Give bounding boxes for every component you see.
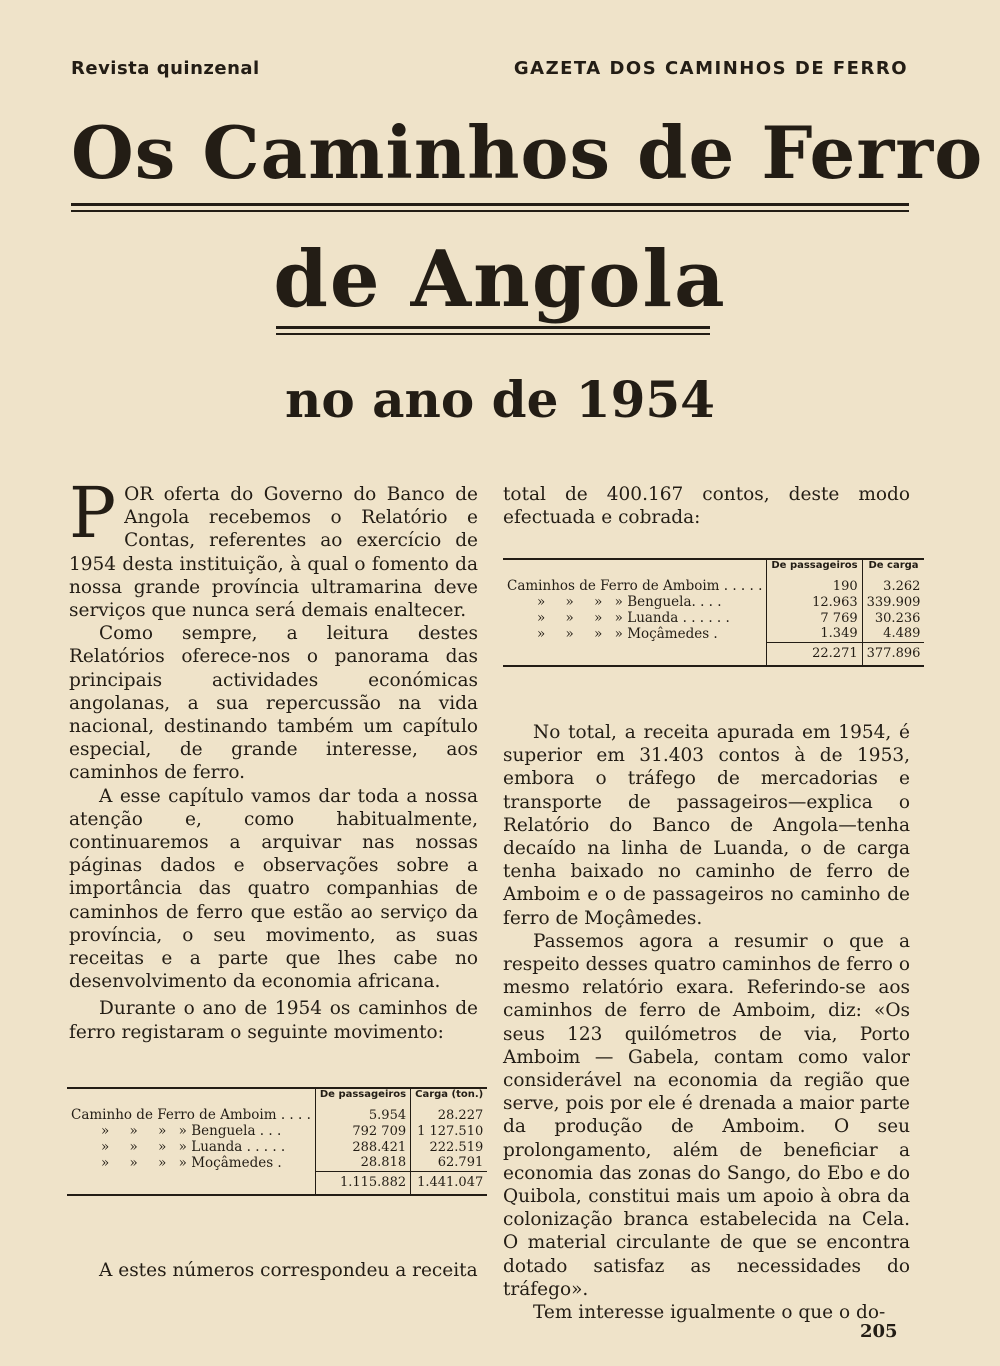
- table1-row-label: » Moçâmedes .: [178, 1155, 282, 1171]
- table2-cell: 7 769: [767, 610, 862, 626]
- table1-cell: 28.227: [411, 1107, 488, 1123]
- table2-row-label: » Moçâmedes .: [614, 626, 718, 642]
- right-paragraph-1: total de 400.167 contos, deste modo efectuada e cobrada:: [503, 484, 910, 529]
- drop-cap: P: [69, 472, 117, 554]
- table-total-row: [503, 642, 924, 666]
- table2-cell: 339.909: [862, 594, 924, 610]
- table-row: [503, 594, 924, 610]
- table2-total-cargo: 377.896: [862, 642, 924, 666]
- table1-row-label: Caminho de Ferro de Amboim . . . .: [71, 1107, 311, 1123]
- table1-cell: 28.818: [315, 1155, 410, 1171]
- left-paragraph-4: Durante o ano de 1954 os caminhos de ferro registaram o seguinte movimento:: [69, 998, 478, 1043]
- title-rule-1a: [71, 203, 909, 206]
- ditto-marks: » » »: [537, 610, 611, 626]
- table1-col-passengers: De passageiros: [315, 1088, 410, 1107]
- ditto-marks: » » »: [101, 1155, 175, 1171]
- table-row: [67, 1139, 487, 1155]
- table2-cell: 30.236: [862, 610, 924, 626]
- table1-total-passengers: 1.115.882: [315, 1171, 410, 1195]
- title-rule-2b: [276, 333, 710, 335]
- table1-cell: 222.519: [411, 1139, 488, 1155]
- right-column-top: [503, 483, 910, 529]
- table1-col-cargo: Carga (ton.): [411, 1088, 488, 1107]
- table2-cell: 1.349: [767, 626, 862, 642]
- title-line-1: Os Caminhos de Ferro: [71, 110, 984, 195]
- left-paragraph-3: A esse capítulo vamos dar toda a nossa atenção e, como habitualmente, continuaremos a arquivar nas nossas páginas dados e observações sobre a importância das quatro companhias de caminhos de ferro que estão ao serviço da província, o seu movimento, as suas receitas e a parte que lhes cabe no desenvolvimento da economia africana.: [69, 785, 478, 993]
- ditto-marks: » » »: [101, 1139, 175, 1155]
- table2-col-cargo: De carga: [862, 559, 924, 578]
- table-row: [67, 1123, 487, 1139]
- magazine-subtitle: Revista quinzenal: [71, 58, 260, 79]
- title-rule-1b: [71, 210, 909, 212]
- revenue-table: [503, 558, 924, 667]
- table-row: [67, 1107, 487, 1123]
- right-paragraph-2: No total, a receita apurada em 1954, é superior em 31.403 contos à de 1953, embora o tráfego de mercadorias e transporte de passageiros—explica o Relatório do Banco de Angola—tenha decaído na linha de Luanda, o de carga tenha baixado no caminho de ferro de Amboim e o de passageiros no caminho de ferro de Moçâmedes.: [503, 722, 910, 929]
- traffic-table: [67, 1087, 487, 1196]
- left-column-end: [69, 1259, 478, 1282]
- table1-row-label: » Luanda . . . . .: [178, 1139, 286, 1155]
- title-line-3: no ano de 1954: [285, 370, 715, 429]
- table1-row-label: » Benguela . . .: [178, 1123, 282, 1139]
- magazine-name: GAZETA DOS CAMINHOS DE FERRO: [513, 58, 908, 79]
- table2-cell: 190: [767, 578, 862, 594]
- table-row: [503, 578, 924, 594]
- ditto-marks: » » »: [537, 626, 611, 642]
- table2-col-passengers: De passageiros: [767, 559, 862, 578]
- table-row: [503, 626, 924, 642]
- table1-cell: 792 709: [315, 1123, 410, 1139]
- table2-cell: 4.489: [862, 626, 924, 642]
- table2-cell: 12.963: [767, 594, 862, 610]
- table1-cell: 288.421: [315, 1139, 410, 1155]
- ditto-marks: » » »: [101, 1123, 175, 1139]
- right-column-body: [503, 721, 910, 1324]
- table-total-row: [67, 1171, 487, 1195]
- right-paragraph-3: Passemos agora a resumir o que a respeito desses quatro caminhos de ferro o mesmo relatório exara. Referindo-se aos caminhos de ferro de Amboim, diz: «Os seus 123 quilómetros de via, Porto Amboim — Gabela, contam como valor considerável na economia da região que serve, pois por ele é drenada a maior parte da produção de Amboim. O seu prolongamento, além de beneficiar a economia das zonas do Sango, do Ebo e do Quibola, constitui mais um apoio à obra da colonização branca estabelecida na Cela. O material circulante de que se encontra dotado satisfaz as necessidades do tráfego».: [503, 930, 910, 1300]
- title-line-2: de Angola: [273, 234, 727, 325]
- left-paragraph-1: POR oferta do Governo do Banco de Angola recebemos o Relatório e Contas, referentes ao exercício de 1954 desta instituição, à qual o fomento da nossa grande província ultramarina deve serviços que nunca será demais enaltecer.: [69, 472, 478, 622]
- page-number: 205: [860, 1321, 898, 1342]
- left-paragraph-2: Como sempre, a leitura destes Relatórios oferece-nos o panorama das principais actividades económicas angolanas, a sua repercussão na vida nacional, destinando também um capítulo especial, de grande interesse, aos caminhos de ferro.: [69, 623, 478, 784]
- left-paragraph-5: A estes números correspondeu a receita: [99, 1260, 478, 1281]
- table-row: [503, 610, 924, 626]
- title-rule-2a: [276, 326, 710, 329]
- table1-total-cargo: 1.441.047: [411, 1171, 488, 1195]
- table2-row-label: Caminhos de Ferro de Amboim . . . . .: [507, 578, 763, 594]
- table1-cell: 1 127.510: [411, 1123, 488, 1139]
- table1-cell: 5.954: [315, 1107, 410, 1123]
- left-column: [69, 472, 478, 1044]
- table2-cell: 3.262: [862, 578, 924, 594]
- table2-row-label: » Luanda . . . . . .: [614, 610, 730, 626]
- right-paragraph-4: Tem interesse igualmente o que o do-: [533, 1302, 886, 1324]
- table1-cell: 62.791: [411, 1155, 488, 1171]
- ditto-marks: » » »: [537, 594, 611, 610]
- table2-total-passengers: 22.271: [767, 642, 862, 666]
- table-row: [67, 1155, 487, 1171]
- table2-row-label: » Benguela. . . .: [614, 594, 722, 610]
